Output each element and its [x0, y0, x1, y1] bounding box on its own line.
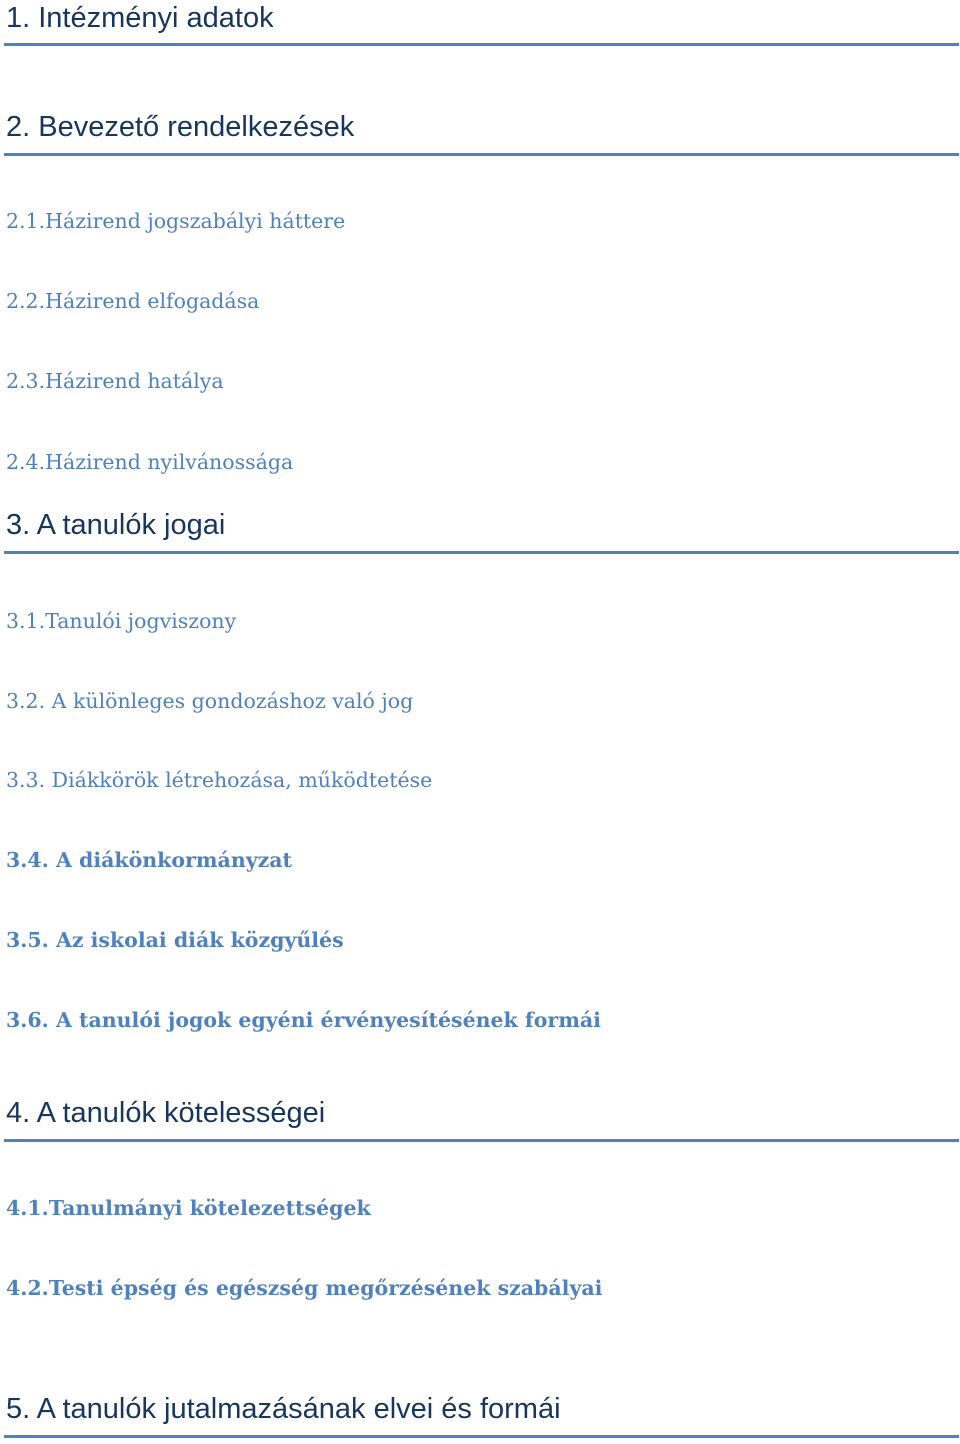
toc-subheading-4-2[interactable]: 4.2.Testi épség és egészség megőrzésének szabályai [6, 1276, 603, 1300]
heading-rule [4, 551, 959, 554]
toc-subheading-3-3[interactable]: 3.3. Diákkörök létrehozása, működtetése [6, 768, 433, 792]
toc-heading-5[interactable]: 5. A tanulók jutalmazásának elvei és formái [6, 1393, 561, 1425]
toc-subheading-2-4[interactable]: 2.4.Házirend nyilvánossága [6, 450, 294, 474]
heading-rule [4, 153, 959, 156]
toc-heading-3[interactable]: 3. A tanulók jogai [6, 509, 226, 541]
toc-heading-2[interactable]: 2. Bevezető rendelkezések [6, 111, 355, 143]
heading-rule [4, 1435, 959, 1438]
toc-subheading-3-6[interactable]: 3.6. A tanulói jogok egyéni érvényesítésének formái [6, 1008, 601, 1032]
toc-subheading-2-3[interactable]: 2.3.Házirend hatálya [6, 369, 224, 393]
toc-heading-1[interactable]: 1. Intézményi adatok [6, 2, 274, 34]
toc-subheading-4-1[interactable]: 4.1.Tanulmányi kötelezettségek [6, 1196, 371, 1220]
toc-subheading-2-2[interactable]: 2.2.Házirend elfogadása [6, 289, 260, 313]
toc-subheading-2-1[interactable]: 2.1.Házirend jogszabályi háttere [6, 209, 346, 233]
toc-subheading-3-5[interactable]: 3.5. Az iskolai diák közgyűlés [6, 928, 344, 952]
toc-subheading-3-1[interactable]: 3.1.Tanulói jogviszony [6, 609, 237, 633]
heading-rule [4, 43, 959, 46]
toc-subheading-3-4[interactable]: 3.4. A diákönkormányzat [6, 848, 293, 872]
heading-rule [4, 1139, 959, 1142]
toc-heading-4[interactable]: 4. A tanulók kötelességei [6, 1097, 326, 1129]
toc-subheading-3-2[interactable]: 3.2. A különleges gondozáshoz való jog [6, 689, 414, 713]
